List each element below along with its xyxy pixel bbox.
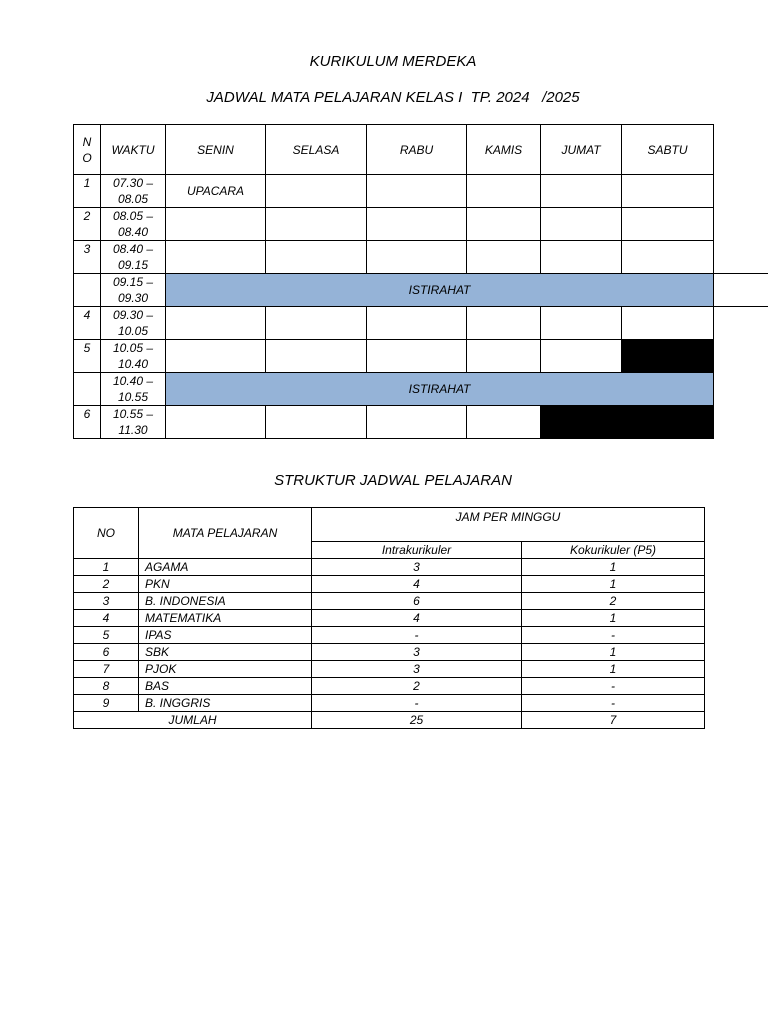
lesson-cell-jumat: [541, 307, 622, 340]
lesson-cell-kamis: [467, 208, 541, 241]
subject-name: B. INGGRIS: [139, 695, 312, 712]
lesson-cell-kamis: [467, 340, 541, 373]
schedule-header-row: [74, 125, 714, 175]
blocked-cell-sabtu: [622, 340, 714, 373]
structure-header-subject: MATA PELAJARAN: [139, 508, 312, 559]
time-slot: 08.40 – 09.15: [101, 241, 166, 274]
subject-intra-hours: 4: [312, 610, 522, 627]
total-intra: 25: [312, 712, 522, 729]
extra-border-cell: [714, 273, 768, 307]
lesson-cell-kamis: [467, 175, 541, 208]
lesson-cell-sabtu: [622, 307, 714, 340]
subject-co-hours: 1: [522, 576, 705, 593]
structure-header-no: NO: [74, 508, 139, 559]
lesson-row: [74, 241, 714, 274]
subject-intra-hours: 4: [312, 576, 522, 593]
subject-row: [74, 644, 705, 661]
subject-no: 5: [74, 627, 139, 644]
lesson-cell-sabtu: [622, 175, 714, 208]
subject-name: AGAMA: [139, 559, 312, 576]
structure-table: [73, 507, 705, 729]
row-number: 4: [74, 307, 101, 340]
lesson-cell-rabu: [367, 307, 467, 340]
blocked-cell-sabtu: [622, 406, 714, 439]
subject-no: 4: [74, 610, 139, 627]
subject-name: PJOK: [139, 661, 312, 678]
structure-header-intra: Intrakurikuler: [312, 542, 522, 559]
break-label: ISTIRAHAT: [166, 274, 714, 307]
header-day-selasa: SELASA: [266, 125, 367, 175]
row-number: 5: [74, 340, 101, 373]
subject-row: [74, 593, 705, 610]
lesson-cell-rabu: [367, 241, 467, 274]
break-row: [74, 274, 714, 307]
structure-header-co: Kokurikuler (P5): [522, 542, 705, 559]
subject-intra-hours: 6: [312, 593, 522, 610]
lesson-cell-kamis: [467, 406, 541, 439]
subject-row: [74, 627, 705, 644]
subject-name: MATEMATIKA: [139, 610, 312, 627]
lesson-cell-senin: [166, 241, 266, 274]
lesson-cell-jumat: [541, 175, 622, 208]
lesson-cell-kamis: [467, 307, 541, 340]
subject-row: [74, 610, 705, 627]
lesson-cell-selasa: [266, 241, 367, 274]
subject-intra-hours: 3: [312, 661, 522, 678]
blocked-cell-jumat: [541, 406, 622, 439]
time-slot: 08.05 – 08.40: [101, 208, 166, 241]
lesson-cell-kamis: [467, 241, 541, 274]
total-label: JUMLAH: [74, 712, 312, 729]
lesson-cell-rabu: [367, 340, 467, 373]
subject-no: 6: [74, 644, 139, 661]
lesson-cell-rabu: [367, 175, 467, 208]
subject-intra-hours: -: [312, 695, 522, 712]
lesson-cell-sabtu: [622, 208, 714, 241]
subject-no: 8: [74, 678, 139, 695]
lesson-cell-selasa: [266, 208, 367, 241]
subject-co-hours: 1: [522, 559, 705, 576]
subject-name: SBK: [139, 644, 312, 661]
header-day-jumat: JUMAT: [541, 125, 622, 175]
subject-name: IPAS: [139, 627, 312, 644]
subject-row: [74, 678, 705, 695]
subject-row: [74, 661, 705, 678]
row-number: 3: [74, 241, 101, 274]
lesson-cell-jumat: [541, 241, 622, 274]
subject-co-hours: 1: [522, 610, 705, 627]
break-label: ISTIRAHAT: [166, 373, 714, 406]
subject-co-hours: 1: [522, 644, 705, 661]
subject-intra-hours: 2: [312, 678, 522, 695]
lesson-cell-selasa: [266, 340, 367, 373]
subject-co-hours: 2: [522, 593, 705, 610]
subject-co-hours: -: [522, 627, 705, 644]
subject-intra-hours: 3: [312, 559, 522, 576]
subject-co-hours: -: [522, 695, 705, 712]
header-day-sabtu: SABTU: [622, 125, 714, 175]
subject-name: BAS: [139, 678, 312, 695]
subject-no: 1: [74, 559, 139, 576]
lesson-cell-rabu: [367, 406, 467, 439]
lesson-cell-jumat: [541, 208, 622, 241]
lesson-cell-senin: UPACARA: [166, 175, 266, 208]
time-slot: 09.15 – 09.30: [101, 274, 166, 307]
time-slot: 07.30 – 08.05: [101, 175, 166, 208]
subject-row: [74, 559, 705, 576]
subject-no: 3: [74, 593, 139, 610]
schedule-body: [74, 175, 714, 439]
time-slot: 10.40 – 10.55: [101, 373, 166, 406]
structure-title: STRUKTUR JADWAL PELAJARAN: [274, 472, 512, 489]
row-number: 6: [74, 406, 101, 439]
lesson-row: [74, 307, 714, 340]
subject-co-hours: -: [522, 678, 705, 695]
lesson-cell-senin: [166, 340, 266, 373]
lesson-cell-senin: [166, 307, 266, 340]
subject-row: [74, 576, 705, 593]
schedule-table: [73, 124, 714, 439]
break-row: [74, 373, 714, 406]
lesson-cell-senin: [166, 208, 266, 241]
header-day-senin: SENIN: [166, 125, 266, 175]
header-time: WAKTU: [101, 125, 166, 175]
time-slot: 10.05 – 10.40: [101, 340, 166, 373]
subject-intra-hours: -: [312, 627, 522, 644]
total-co: 7: [522, 712, 705, 729]
lesson-cell-selasa: [266, 307, 367, 340]
structure-header-row: [74, 508, 705, 542]
lesson-row: [74, 175, 714, 208]
header-day-rabu: RABU: [367, 125, 467, 175]
row-number: [74, 274, 101, 307]
document-subtitle: JADWAL MATA PELAJARAN KELAS I TP. 2024 /2025: [206, 89, 580, 106]
lesson-row: [74, 406, 714, 439]
lesson-cell-selasa: [266, 406, 367, 439]
subject-row: [74, 695, 705, 712]
document-title: KURIKULUM MERDEKA: [309, 53, 477, 70]
structure-body: [74, 508, 705, 729]
time-slot: 09.30 – 10.05: [101, 307, 166, 340]
subject-no: 2: [74, 576, 139, 593]
subject-no: 9: [74, 695, 139, 712]
row-number: 1: [74, 175, 101, 208]
total-row: [74, 712, 705, 729]
header-day-kamis: KAMIS: [467, 125, 541, 175]
row-number: [74, 373, 101, 406]
lesson-cell-senin: [166, 406, 266, 439]
subject-name: B. INDONESIA: [139, 593, 312, 610]
row-number: 2: [74, 208, 101, 241]
lesson-row: [74, 340, 714, 373]
structure-header-hours: JAM PER MINGGU: [312, 508, 705, 542]
lesson-cell-sabtu: [622, 241, 714, 274]
subject-no: 7: [74, 661, 139, 678]
subject-co-hours: 1: [522, 661, 705, 678]
header-no: NO: [74, 125, 101, 175]
lesson-cell-rabu: [367, 208, 467, 241]
lesson-cell-selasa: [266, 175, 367, 208]
subject-intra-hours: 3: [312, 644, 522, 661]
lesson-row: [74, 208, 714, 241]
time-slot: 10.55 – 11.30: [101, 406, 166, 439]
lesson-cell-jumat: [541, 340, 622, 373]
subject-name: PKN: [139, 576, 312, 593]
